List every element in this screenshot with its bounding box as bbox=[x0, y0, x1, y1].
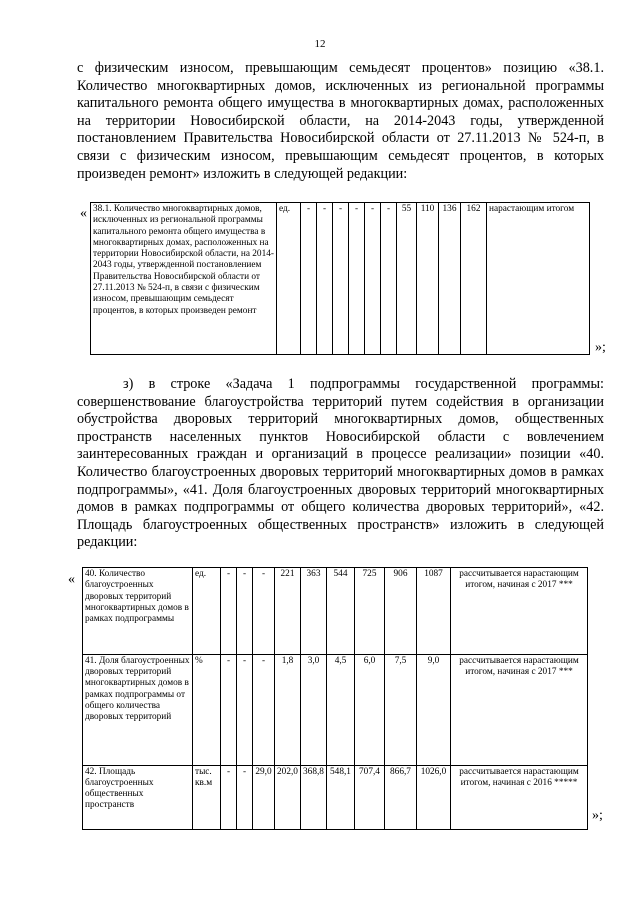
paragraph-subpoint-z: з) в строке «Задача 1 подпрограммы государственной программы: совершенствование благоустройства территорий путем содействия в организации обустройства дворовых территорий многоквартирных домов, общественных пространств населенных пунктов Новосибирской области с вовлечением заинтересованных граждан и организаций в процессе реализации» позиции «40. Количество благоустроенных дворовых территорий многоквартирных домов в рамках подпрограммы», «41. Доля благоустроенных дворовых территорий многоквартирных домов в рамках подпрограммы от общего количества дворовых территорий», «42. Площадь благоустроенных общественных пространств» изложить в следующей редакции: bbox=[77, 376, 604, 551]
table-row bbox=[83, 568, 588, 655]
value-cell: 110 bbox=[417, 203, 439, 355]
paragraph-intro: с физическим износом, превышающим семьдесят процентов» позицию «38.1. Количество многоквартирных домов, исключенных из региональной программы капитального ремонта общего имущества в многоквартирных домах, расположенных на территории Новосибирской области, на 2014-2043 годы, утвержденной постановлением Правительства Новосибирской области от 27.11.2013 № 524-п, в связи с физическим износом, превышающим семьдесят процентов, в которых произведен ремонт» изложить в следующей редакции: bbox=[77, 60, 604, 182]
indicator-unit: ед. bbox=[193, 568, 221, 655]
indicator-name: 38.1. Количество многоквартирных домов, исключенных из региональной программы капитального ремонта общего имущества в многоквартирных домах, расположенных на территории Новосибирской области, на 2014-2043 годы, утвержденной постановлением Правительства Новосибирской области от 27.11.2013 № 524-п, в связи с физическим износом, превышающим семьдесят процентов, в которых произведен ремонт bbox=[91, 203, 277, 355]
indicator-name: 42. Площадь благоустроенных общественных пространств bbox=[83, 765, 193, 830]
table-row bbox=[83, 765, 588, 830]
value-cell: 221 bbox=[275, 568, 301, 655]
open-quote-2: « bbox=[68, 572, 75, 587]
table-indicator-38-1 bbox=[90, 202, 590, 355]
value-cell: 3,0 bbox=[301, 654, 327, 765]
value-cell: - bbox=[237, 654, 253, 765]
value-cell: - bbox=[221, 654, 237, 765]
value-cell: 906 bbox=[385, 568, 417, 655]
value-cell: - bbox=[301, 203, 317, 355]
value-cell: - bbox=[237, 765, 253, 830]
value-cell: - bbox=[253, 654, 275, 765]
value-cell: 363 bbox=[301, 568, 327, 655]
value-cell: 29,0 bbox=[253, 765, 275, 830]
indicator-note: рассчитывается нарастающим итогом, начиная с 2017 *** bbox=[451, 654, 588, 765]
value-cell: - bbox=[317, 203, 333, 355]
value-cell: - bbox=[221, 765, 237, 830]
indicator-name: 40. Количество благоустроенных дворовых территорий многоквартирных домов в рамках подпрограммы bbox=[83, 568, 193, 655]
indicator-unit: % bbox=[193, 654, 221, 765]
value-cell: 55 bbox=[397, 203, 417, 355]
value-cell: 136 bbox=[439, 203, 461, 355]
value-cell: - bbox=[237, 568, 253, 655]
value-cell: - bbox=[381, 203, 397, 355]
value-cell: 725 bbox=[355, 568, 385, 655]
indicator-note: рассчитывается нарастающим итогом, начиная с 2016 ***** bbox=[451, 765, 588, 830]
table-row bbox=[83, 654, 588, 765]
indicator-unit: ед. bbox=[277, 203, 301, 355]
value-cell: 7,5 bbox=[385, 654, 417, 765]
value-cell: 1,8 bbox=[275, 654, 301, 765]
page-number: 12 bbox=[314, 38, 326, 50]
value-cell: 202,0 bbox=[275, 765, 301, 830]
value-cell: 1087 bbox=[417, 568, 451, 655]
table-indicators-40-42 bbox=[82, 567, 588, 830]
value-cell: 866,7 bbox=[385, 765, 417, 830]
value-cell: - bbox=[333, 203, 349, 355]
value-cell: 544 bbox=[327, 568, 355, 655]
value-cell: 368,8 bbox=[301, 765, 327, 830]
value-cell: - bbox=[253, 568, 275, 655]
value-cell: 162 bbox=[461, 203, 487, 355]
value-cell: - bbox=[349, 203, 365, 355]
value-cell: 4,5 bbox=[327, 654, 355, 765]
value-cell: - bbox=[365, 203, 381, 355]
open-quote-1: « bbox=[80, 206, 87, 221]
indicator-unit: тыс. кв.м bbox=[193, 765, 221, 830]
indicator-name: 41. Доля благоустроенных дворовых территорий многоквартирных домов в рамках подпрограммы от общего количества дворовых территорий bbox=[83, 654, 193, 765]
close-quote-1: »; bbox=[595, 340, 606, 355]
value-cell: 707,4 bbox=[355, 765, 385, 830]
close-quote-2: »; bbox=[592, 808, 603, 823]
indicator-note: нарастающим итогом bbox=[487, 203, 590, 355]
value-cell: 9,0 bbox=[417, 654, 451, 765]
value-cell: 548,1 bbox=[327, 765, 355, 830]
value-cell: - bbox=[221, 568, 237, 655]
indicator-note: рассчитывается нарастающим итогом, начиная с 2017 *** bbox=[451, 568, 588, 655]
value-cell: 1026,0 bbox=[417, 765, 451, 830]
value-cell: 6,0 bbox=[355, 654, 385, 765]
